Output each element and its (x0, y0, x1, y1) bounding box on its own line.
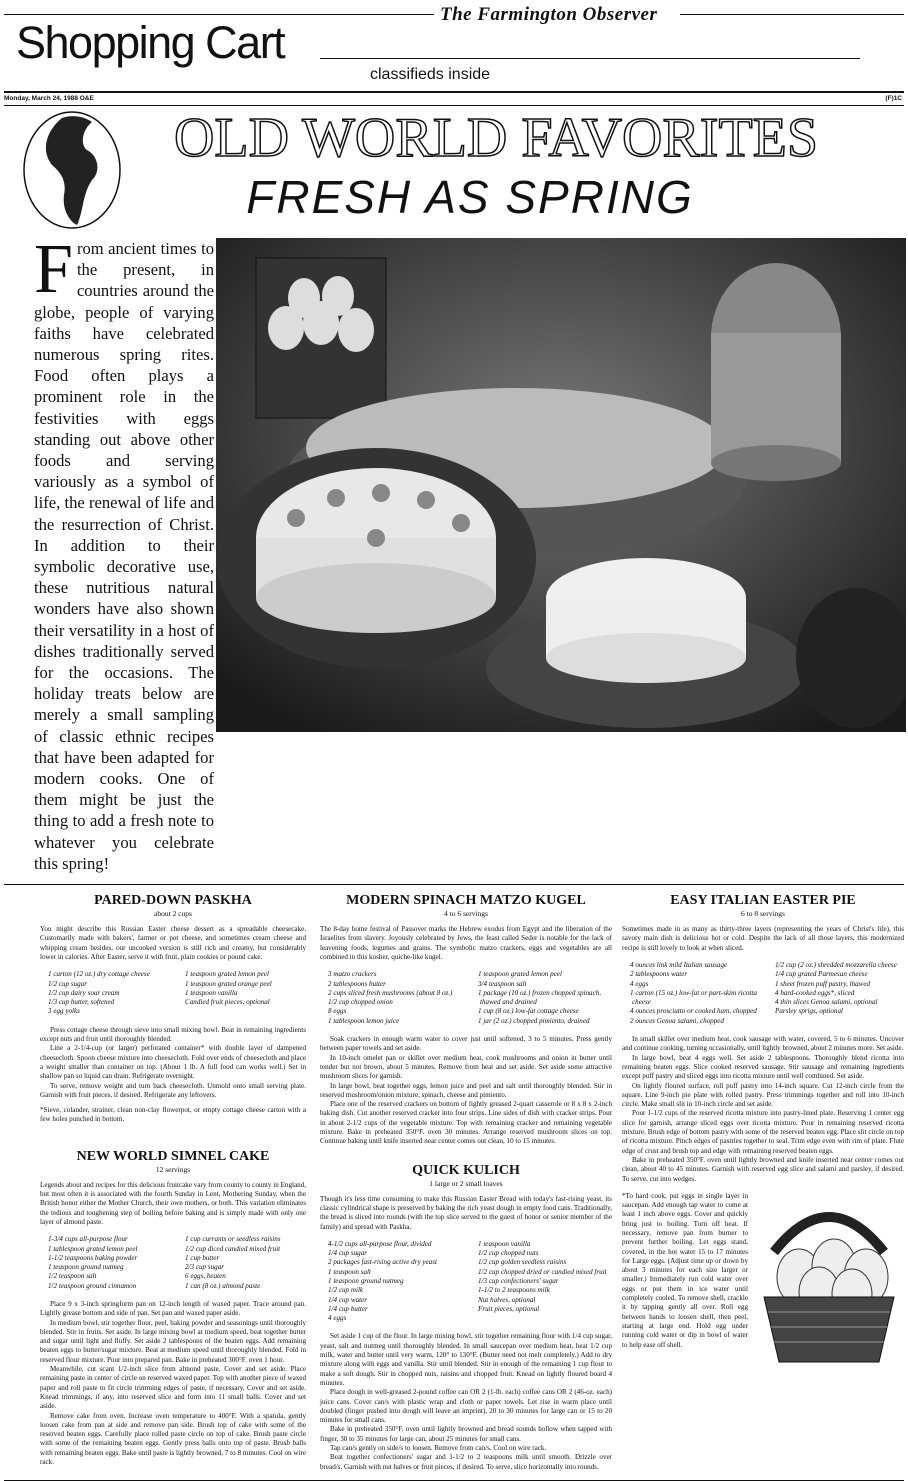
ingredient-list (40, 1235, 169, 1291)
recipe-step: Soak crackers in enough warm water to cover just until softened, 3 to 5 minutes. Press gently between paper towels and set aside. (320, 1035, 612, 1053)
ingredient-item: 2 packages fast-rising active dry yeast (328, 1258, 437, 1267)
ingredient-item: 1-1/2 to 2 teaspoons milk (478, 1286, 550, 1295)
ingredient-list (470, 970, 612, 1026)
ingredient-item: 4 ounces prosciutto or cooked ham, chopped (630, 1007, 757, 1016)
recipe-step: In small skillet over medium heat, cook sausage with water, covered, 5 to 6 minutes. Uncover and continue cooking, turning occasionally, until lightly browned, about 2 minutes more. Set aside. (622, 1035, 904, 1053)
recipe-description: Sometimes made in as many as thirty-three layers (representing the years of Christ's life), this savory main dish is delicious hot or cold. Despite the lack of all those layers, this modernized recipe is still lovely to look at when sliced. (622, 925, 904, 952)
ingredient-item: Parsley sprigs, optional (775, 1007, 843, 1016)
ingredient-item: 1/3 cup butter, softened (48, 998, 115, 1007)
ingredient-list (470, 1240, 612, 1324)
recipe-step: Place dough in well-greased 2-pound coffee can OR 2 (1-lb. each) coffee cans OR 2 (46-oz. each) juice cans. Cover can/s with plastic wrap and cloth or paper towels. Let rise in warm place until doubled (finger pushed into dough will leave an imprint), 20 to 30 minutes for large can or 15 to 20 minutes for small cans. (320, 1388, 612, 1425)
ingredient-list (767, 961, 904, 1026)
recipe-servings: 6 to 8 servings (741, 909, 785, 919)
ingredient-item: 1 teaspoon grated lemon peel (478, 970, 562, 979)
header-rule (4, 105, 904, 106)
ingredient-item: Nut halves, optional (478, 1295, 536, 1304)
ingredient-item: 1/2 cup chopped onion (328, 998, 393, 1007)
ingredients (320, 1240, 612, 1324)
recipe-step: In medium bowl, stir together flour, peel, baking powder and seasonings until thoroughly blended. Stir in fruits. Set aside. In large mixing bowl at medium speed, beat together butter and sugar until light and fluffy. Set aside 2 tablespoons of the beaten eggs. Add remaining beaten eggs to butter/sugar mixture. Beat at medium speed until thoroughly blended. Fold in reserved flour mixture. Pour into prepared pan. Bake in preheated 300°F. oven 1 hour. (40, 1318, 306, 1364)
ingredients (40, 970, 306, 1016)
drop-cap: F (34, 231, 73, 308)
recipe-columns (0, 889, 908, 1480)
ingredient-item: 4 hard-cooked eggs*, sliced (775, 988, 855, 997)
page-number: (F)1C (885, 95, 902, 102)
ingredient-item: 1 carton (15 oz.) low-fat or part-skim ricotta cheese (630, 988, 757, 1007)
ingredient-item: 3 matzo crackers (328, 970, 377, 979)
ingredient-item: 1/2 cup golden seedless raisins (478, 1258, 567, 1267)
ingredient-item: 2 tablespoons water (630, 970, 688, 979)
recipe-easter-pie (622, 893, 904, 1350)
headline: OLD WORLD FAVORITES (173, 107, 819, 169)
section-title: Shopping Cart (16, 17, 285, 68)
recipe-step: In 10-inch omelet pan or skillet over medium heat, cook mushrooms and onion in butter until tender but not brown, about 5 minutes. Remove from heat and set aside. Set aside some attractive mushroom slices for garnish. (320, 1053, 612, 1081)
ingredient-item: 2 cups sliced fresh mushrooms (about 8 oz.) (328, 988, 453, 997)
ingredient-item: 1/3 cup confectioners' sugar (478, 1277, 559, 1285)
recipe-title: NEW WORLD SIMNEL CAKE (76, 1148, 270, 1164)
ingredient-item: 1 tablespoon lemon juice (328, 1016, 400, 1025)
ingredient-item: 1 cup (8 oz.) low-fat cottage cheese (478, 1007, 579, 1016)
recipe-step: Tap can/s gently on side/s to loosen. Remove from can/s. Cool on wire rack. (330, 1444, 547, 1453)
ingredient-item: 1/2 cup (2 oz.) shredded mozzarella cheese (775, 960, 897, 969)
recipe-step: On lightly floured surface, roll puff pastry into 14-inch square. Cut 12-inch circle from the square. Line 9-inch pie plate with rolled pastry. Press trimmings together and roll into 10-inch circle. Make small slit in 10-inch circle and set aside. (622, 1081, 904, 1109)
ingredient-item: 1-3/4 cups all-purpose flour (48, 1235, 128, 1244)
recipe-description: The 8-day home festival of Passover marks the Hebrew exodus from Egypt and the liberation of the Israelites from slavery. Joyously celebrated by Jews, the feast called Seder is notable for the lack of leavening foods, legumes and grains. The symbolic matzo crackers, eggs and vegetables are all combined in this kosher, quiche-like kugel. (320, 925, 612, 961)
ingredient-item: 1/2 cup milk (328, 1286, 364, 1295)
ingredient-item: 1/4 cup butter (328, 1304, 368, 1313)
ingredient-item: 1 teaspoon ground nutmeg (48, 1263, 124, 1272)
header-rule (4, 91, 904, 93)
ingredient-list (177, 1235, 306, 1291)
recipe-footnote: *To hard cook, put eggs in single layer in saucepan. Add enough tap water to come at least 1 inch above eggs. Cover and quickly bring just to boiling. Turn off heat. If necessary, remove pan from burner to prevent further boiling. Let eggs stand, covered, in the hot water 15 to 17 minutes for Large eggs. (Adjust time up or down by about 3 minutes for each size larger or smaller.) Immediately run cold water over eggs or put them in ice water until completely cooled. To remove shell, crackle it by tapping gently all over. Roll egg between hands to loosen shell, then peel, starting at large end. Hold egg under running cold water or dip in bowl of water to help ease off shell. (622, 1191, 748, 1349)
recipe-servings: 1 large or 2 small loaves (429, 1178, 503, 1188)
ingredient-item: 1 sheet frozen puff pastry, thawed (775, 979, 871, 988)
issue-date: Monday, March 24, 1988 O&E (4, 95, 94, 102)
ingredient-item: 3 egg yolks (48, 1007, 80, 1016)
recipe-steps (622, 1035, 904, 1184)
section-rule (4, 884, 904, 885)
ingredient-item: 1 can (8 oz.) almond paste (185, 1281, 261, 1290)
ingredient-item: 1 teaspoon salt (328, 1267, 371, 1276)
ingredient-list (622, 961, 759, 1026)
ingredient-item: 3/4 teaspoon salt (478, 979, 527, 988)
recipe-description: Legends about and recipes for this delicious fruitcake vary from county to county in England, but most often it is associated with the fourth Sunday in Lent, Mothering Sunday, when the British honor either the Mother Church, their own mothers, or both. This variation eliminates the tedious and toughening step of boiling before baking and is simply made with only one layer of almond paste. (40, 1180, 306, 1226)
recipe-step: Line a 2-1/4-cup (or larger) perforated container* with double layer of dampened cheesecloth. Spoon cheese mixture into cheesecloth. Fold over ends of cheesecloth and place a weight smaller than container on top. (About 1 lb. A full food can works well.) Set in shallow pan so liquid can drain. Refrigerate overnight. (40, 1044, 306, 1081)
recipe-servings: about 2 cups (154, 909, 192, 919)
footnote-block (622, 1192, 904, 1350)
intro-text: rom ancient times to the present, in countries around the globe, people of varying faiths have celebrated numerous spring rites. Food often plays a prominent role in the festivities with eggs standing out above other foods and serving variously as a symbol of life, the renewal of life and the resurrection of Christ. In addition to their symbolic decorative use, these nutritious natural wonders have also shown their versatility in a host of dishes traditionally served for the occasions. The holiday treats below are merely a small sampling of classic ethnic recipes that have been adapted for modern cooks. One of them might be just the thing to add a fresh note to whatever you celebrate this spring! (34, 239, 214, 873)
ingredient-item: 1/2 cup sugar (48, 979, 88, 988)
ingredient-item: 1/2 teaspoon salt (48, 1272, 97, 1281)
feature-area (0, 231, 908, 874)
intro-article (34, 231, 214, 874)
ingredient-list (40, 970, 169, 1016)
recipe-description: You might describe this Russian Easter cheese dessert as a spreadable cheesecake. Customarily made with bakers', farmer or pot cheese, and sometimes cream cheese and whipping cream besides, our uncooked version is still rich and creamy, but considerably lower in calories. After Easter, serve it with fruit, plain cookies or pound cake. (40, 925, 306, 961)
recipe-step: Remove cake from oven. Increase oven temperature to 400°F. With a spatula, gently loosen cake from pan at side and remove pan side. Brush top of cake with some of the reserved beaten eggs. Carefully place rolled paste circle on top of cake. Brush paste circle with some of the remaining beaten eggs. Gently press balls onto top of paste. Brush balls with remaining beaten eggs. Bake until paste is lightly browned, 7 to 8 minutes. Cool on wire rack. (40, 1411, 306, 1467)
egg-basket-illustration (754, 1192, 904, 1372)
recipe-description: Though it's less time consuming to make this Russian Easter Bread with today's fast-rising yeast, its classic cylindrical shape is preserved by baking the rich yeast dough in empty food cans. Traditionally, the bread is sliced into rounds (with the top slice served to the guest of honor or senior member of the family) and spread with Paskha. (320, 1194, 612, 1231)
ingredient-item: 1 cup currants or seedless raisins (185, 1235, 281, 1244)
ingredient-item: 1 teaspoon vanilla (478, 1239, 531, 1248)
recipe-title: MODERN SPINACH MATZO KUGEL (346, 893, 586, 909)
ingredient-item: 1/2 cup chopped dried or candied mixed fruit (478, 1267, 607, 1276)
recipe-step: In large bowl, beat together eggs, lemon juice and peel and salt until thoroughly blended. Stir in reserved mushroom/onion mixture, spinach, cheese and pimiento. (320, 1081, 612, 1099)
ingredient-item: 1 cup butter (185, 1253, 220, 1262)
ingredient-item: 1/2 cup diced candied mixed fruit (185, 1244, 281, 1253)
ingredient-item: 1/2 cup dairy sour cream (48, 988, 120, 997)
recipe-step: Press cottage cheese through sieve into small mixing bowl. Beat in remaining ingredients except nuts and fruit until thoroughly blended. (40, 1025, 306, 1044)
ingredient-item: 4 thin slices Genoa salami, optional (775, 998, 878, 1007)
recipe-steps (40, 1300, 306, 1467)
recipe-matzo-kugel (320, 893, 612, 1147)
globe-icon (22, 110, 122, 230)
ingredient-item: 1-1/2 teaspoons baking powder (48, 1253, 138, 1262)
ingredient-item: 4 eggs (630, 979, 649, 988)
recipe-servings: 4 to 6 servings (444, 909, 488, 919)
section-rule (320, 58, 860, 59)
ingredient-list (320, 1240, 462, 1324)
recipe-footnote: *Sieve, colander, strainer, clean non-clay flowerpot, or empty cottage cheese carton with a few holes punched in bottom. (40, 1106, 306, 1124)
ingredient-item: 1 teaspoon ground nutmeg (328, 1277, 404, 1285)
ingredient-item: 1 package (10 oz.) frozen chopped spinach, thawed and drained (478, 988, 602, 1007)
ingredient-item: 1 teaspoon grated orange peel (185, 979, 272, 988)
ingredient-item: 6 eggs, beaten (185, 1272, 226, 1281)
recipe-step: Place 9 x 3-inch springform pan on 12-inch length of waxed paper. Trace around pan. Lightly grease bottom and side of pan. Set pan and waxed paper aside. (40, 1300, 306, 1318)
recipe-step: Set aside 1 cup of the flour. In large mixing bowl, stir together remaining flour with 1/4 cup sugar, yeast, salt and nutmeg until thoroughly blended. In small saucepan over medium heat, heat 1/2 cup milk, water and butter until very warm, 120° to 130°F. (Butter need not melt completely.) Add to dry mixture along with eggs and vanilla. Stir until blended. Stir in enough of the remaining 1 cup flour to make a soft dough. Stir in chopped nuts, raisins and chopped fruit. Knead on lightly floured board 4 minutes. (320, 1332, 612, 1387)
recipe-steps (320, 1332, 612, 1471)
ingredients (622, 961, 904, 1026)
food-photo (216, 238, 906, 732)
recipe-steps (40, 1026, 306, 1100)
recipe-step: To serve, remove weight and turn back cheesecloth. Unmold onto small serving plate. Garnish with fruit pieces, if desired. Refrigerate any leftovers. (40, 1081, 306, 1099)
column-2 (320, 889, 612, 1472)
recipe-step: In large bowl, beat 4 eggs well. Set aside 2 tablespoons. Thoroughly blend ricotta into remaining beaten eggs. Slice cooked reserved sausage. Stir sausage and remaining ingredients except puff pastry and sliced eggs into ricotta mixture until well combined. Set aside. (622, 1053, 904, 1081)
ingredient-item: 1 teaspoon vanilla (185, 988, 238, 997)
recipe-servings: 12 servings (155, 1164, 191, 1174)
subheadline: FRESH AS SPRING (246, 171, 694, 223)
recipe-step: Place one of the reserved crackers on bottom of lightly greased 2-quart casserole or 8 x 8 x 2-inch baking dish. Cut another reserved cracker into four strips. Line sides of dish with cracker strips. Pour in about 2-1/2 cups of the vegetable mixture. Top with remaining cracker and remaining vegetable mixture. Bake in preheated 350°F. oven 30 minutes. Arrange reserved mushroom slices on top. Continue baking until knife inserted near center comes out clean, 10 to 15 minutes. (320, 1100, 612, 1146)
ingredient-item: 1/4 cup grated Parmesan cheese (775, 970, 868, 979)
ingredient-item: 1/2 cup chopped nuts (478, 1249, 539, 1258)
ingredient-item: 4 ounces link mild Italian sausage (630, 960, 728, 969)
ingredient-list (320, 970, 462, 1026)
ingredient-item: 2 tablespoons butter (328, 979, 386, 988)
ingredient-item: 2/3 cup sugar (185, 1263, 225, 1272)
column-1 (40, 889, 306, 1467)
ingredients (40, 1235, 306, 1291)
ingredient-item: Candied fruit pieces, optional (185, 998, 270, 1007)
ingredient-item: 1/4 cup sugar (328, 1249, 368, 1258)
newspaper-name: The Farmington Observer (440, 4, 658, 25)
ingredient-item: 4-1/2 cups all-purpose flour, divided (328, 1239, 432, 1248)
tagline: classifieds inside (370, 66, 491, 83)
recipe-steps (320, 1035, 612, 1147)
recipe-title: EASY ITALIAN EASTER PIE (670, 893, 856, 909)
ingredient-item: 1 jar (2 oz.) chopped pimiento, drained (478, 1016, 590, 1025)
ingredient-item: Fruit pieces, optional (478, 1304, 540, 1313)
ingredient-item: 8 eggs (328, 1007, 347, 1016)
ingredient-item: 1/2 teaspoon ground cinnamon (48, 1281, 137, 1290)
recipe-step: Pour 1-1/2 cups of the reserved ricotta mixture into pastry-lined plate. Reserving 1 center egg slice for garnish, arrange sliced eggs over ricotta mixture. Pour in remaining reserved ricotta mixture. Brush edge of bottom pastry with some of the reserved beaten egg. Place slit circle on top of ricotta mixture. Pinch edges of pastries together to seal. Trim edge even with rim of plate. Flute edge of crust and brush top and edge with remaining reserved beaten eggs. (622, 1109, 904, 1155)
ingredient-item: 1 carton (12 oz.) dry cottage cheese (48, 970, 150, 979)
recipe-step: Bake in preheated 350°F. oven until lightly browned and knife inserted near center comes out clean, about 40 to 45 minutes. Garnish with reserved egg slice and salami and parsley, if desired. To serve, cut into wedges. (622, 1155, 904, 1183)
recipe-paskha (40, 893, 306, 1125)
recipe-kulich (320, 1163, 612, 1472)
ingredients (320, 970, 612, 1026)
recipe-step: Beat together confectioners' sugar and 1-1/2 to 2 teaspoons milk until smooth. Drizzle over bread/s. Garnish with nut halves or fruit pieces, if desired. To serve, slice horizontally into rounds. (320, 1453, 612, 1471)
masthead-rule (4, 14, 434, 15)
masthead-rule (680, 14, 904, 15)
ingredient-list (177, 970, 306, 1016)
column-3 (622, 889, 904, 1372)
recipe-title: QUICK KULICH (412, 1162, 520, 1178)
ingredient-item: 1 tablespoon grated lemon peel (48, 1244, 138, 1253)
recipe-step: Meanwhile, cut scant 1/2-inch slice from almond paste. Cover and set aside. Place remaining paste in center of circle on reserved waxed paper. Top with another piece of waxed paper and roll paste to fit circle trimming edges of paste, if necessary. Cover and set aside. Knead trimmings, if any, into reserved slice and form into 11 small balls. Cover and set aside. (40, 1365, 306, 1411)
recipe-title: PARED-DOWN PASKHA (94, 893, 252, 909)
ingredient-item: 4 eggs (328, 1314, 347, 1323)
ingredient-item: 1/4 cup water (328, 1295, 368, 1304)
ingredient-item: 1 teaspoon grated lemon peel (185, 970, 269, 979)
recipe-simnel-cake (40, 1149, 306, 1468)
ingredient-item: 2 ounces Genoa salami, chopped (630, 1016, 724, 1025)
recipe-step: Bake in preheated 350°F. oven until lightly browned and bread sounds hollow when tapped with finger, 30 to 35 minutes for large can, about 25 minutes for small cans. (320, 1425, 612, 1443)
